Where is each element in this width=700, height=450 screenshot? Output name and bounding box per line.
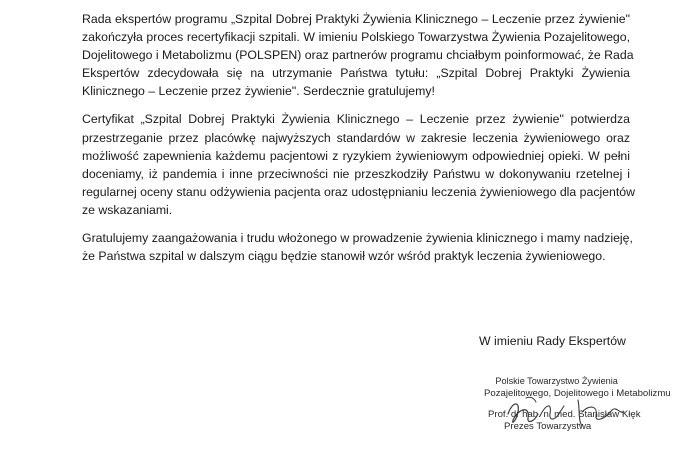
- stamp-signatory-title: Prezes Towarzystwa: [504, 421, 592, 433]
- paragraph-line: przestrzeganie przez placówkę najwyższych standardów w zakresie leczenia żywieniowego oraz: [82, 130, 630, 145]
- stamp-organization-continued: Pozajelitowego, Dojelitowego i Metabolizmu: [484, 388, 671, 400]
- paragraph-line: Rada ekspertów programu „Szpital Dobrej Praktyki Żywienia Klinicznego – Leczenie przez żywienie": [82, 12, 630, 26]
- paragraph-line: Certyfikat „Szpital Dobrej Praktyki Żywienia Klinicznego – Leczenie przez żywienie" potwierdza: [82, 112, 630, 127]
- handwritten-signature: [500, 392, 630, 432]
- paragraph-line: regularnej oceny stanu odżywienia pacjenta oraz udostępnianiu leczenia żywieniowego dla pacjentów: [82, 184, 636, 199]
- paragraph-certificate: [82, 110, 636, 219]
- letter-body: [82, 10, 636, 275]
- paragraph-congratulations: [82, 229, 633, 265]
- paragraph-announcement: [82, 10, 634, 100]
- paragraph-line: ze wskazaniami.: [82, 202, 173, 217]
- closing-line: W imieniu Rady Ekspertów: [479, 334, 626, 348]
- paragraph-line: Ekspertów zdecydowała się na utrzymanie Państwa tytułu: „Szpital Dobrej Praktyki Żywienia: [82, 66, 630, 81]
- paragraph-line: że Państwa szpital w dalszym ciągu będzie stanowił wzór wśród praktyk leczenia żywieniowego.: [82, 249, 606, 264]
- paragraph-line: Gratulujemy zaangażowania i trudu włożonego w prowadzenie żywienia klinicznego i mamy nadzieję,: [82, 231, 633, 246]
- paragraph-line: Klinicznego – Leczenie przez żywienie". Serdecznie gratulujemy!: [82, 84, 435, 99]
- paragraph-line: zakończyła proces recertyfikacji szpitali. W imieniu Polskiego Towarzystwa Żywienia Pozajelitowego,: [82, 30, 630, 45]
- paragraph-line: Dojelitowego i Metabolizmu (POLSPEN) oraz partnerów programu chciałbym poinformować, że Rada: [82, 48, 634, 63]
- paragraph-line: możliwość zapewnienia każdemu pacjentowi z ryzykiem żywieniowym odpowiedniej opieki. W pełni: [82, 148, 630, 163]
- stamp-signatory-name: Prof. dr hab. n. med. Stanisław Kłęk: [488, 408, 641, 420]
- paragraph-line: doceniamy, iż pandemia i inne przeciwności nie przeszkodziły Państwu w dokonywaniu rzetelnej i: [82, 166, 630, 181]
- stamp-organization: Polskie Towarzystwo Żywienia: [495, 376, 618, 387]
